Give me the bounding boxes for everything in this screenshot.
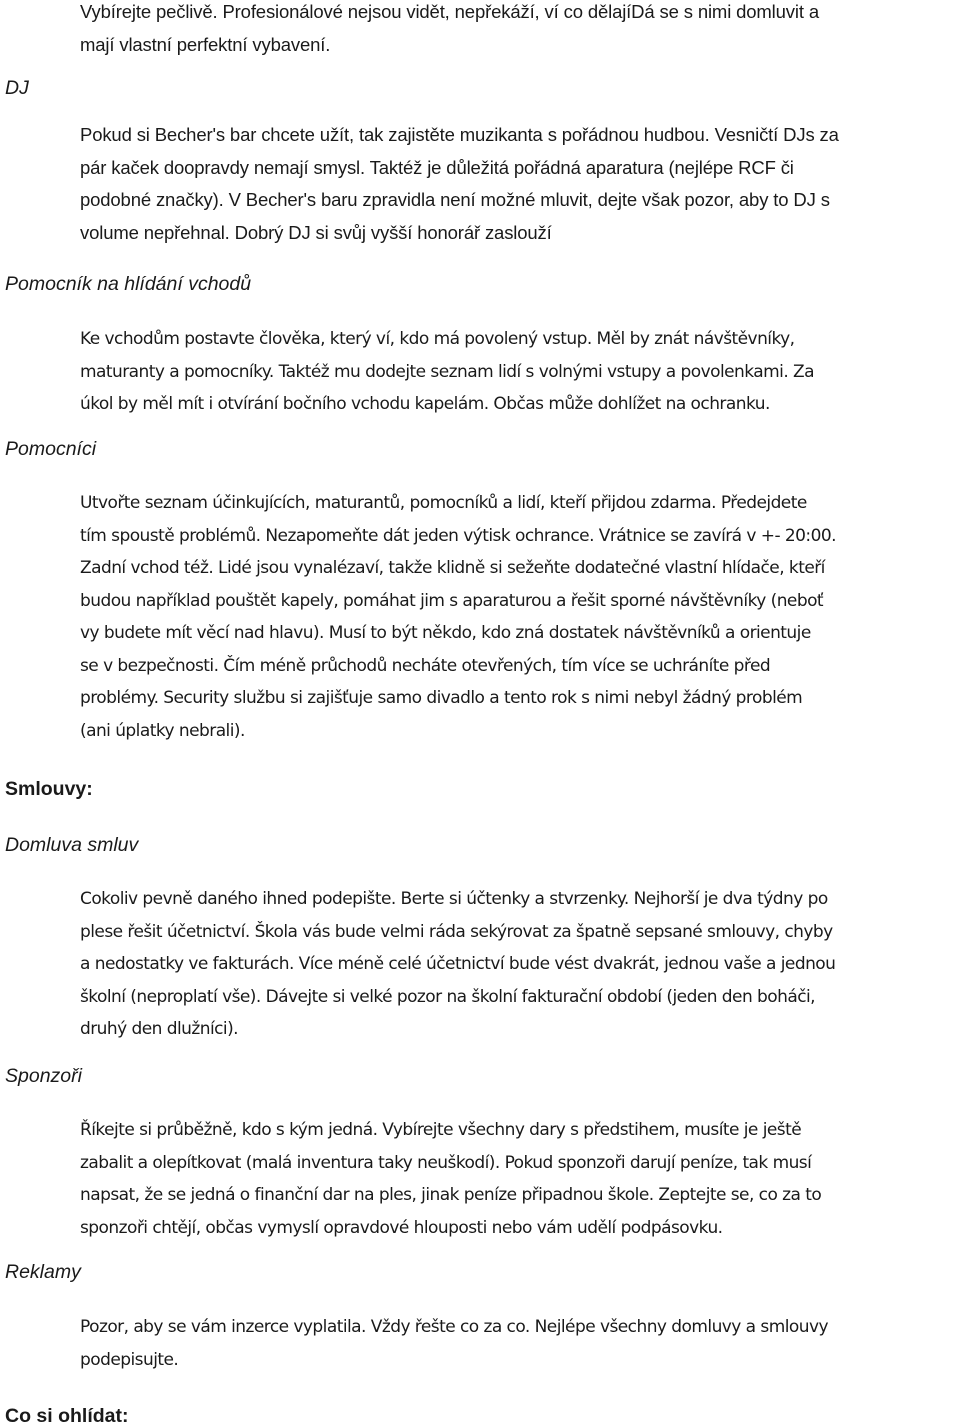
text-line: Pozor, aby se vám inzerce vyplatila. Vždy řešte co za co. Nejlépe všechny domluvy a smlouvy [80,1317,828,1337]
paragraph-door-keeper [80,322,960,420]
heading-contracts: Smlouvy: [5,778,93,800]
paragraph-helpers [80,486,960,746]
text-line: maturanty a pomocníky. Taktéž mu dodejte seznam lidí s volnými vstupy a povolenkami. Za [80,361,814,382]
text-line: budou například pouštět kapely, pomáhat jim s aparaturou a řešit sporné návštěvníky (neboť [80,590,824,611]
text-line: Říkejte si průběžně, kdo s kým jedná. Vybírejte všechny dary s předstihem, musíte je ještě [80,1120,802,1140]
text-line: podobné značky). V Becher's baru zpravidla není možné mluvit, dejte však pozor, aby to DJ s [80,189,830,210]
text-line: druhý den dlužníci). [80,1019,239,1039]
text-line: Pokud si Becher's bar chcete užít, tak zajistěte muzikanta s pořádnou hudbou. Vesničtí DJs za [80,124,839,145]
text-line: se v bezpečnosti. Čím méně průchodů necháte otevřených, tím více se uchráníte před [80,655,771,676]
text-line: a nedostatky ve fakturách. Více méně celé účetnictví bude vést dvakrát, jednou vaše a jednou [80,954,836,974]
text-line: úkol by měl mít i otvírání bočního vchodu kapelám. Občas může dohlížet na ochranku. [80,394,770,414]
text-line: Vybírejte pečlivě. Profesionálové nejsou vidět, nepřekáží, ví co dělajíDá se s nimi domluvit a [80,1,819,22]
paragraph-contracts [80,882,960,1045]
heading-sponsors: Sponzoři [5,1065,82,1087]
paragraph-intro [80,0,960,61]
text-line: podepisujte. [80,1349,179,1370]
text-line: školní (neproplatí vše). Dávejte si velké pozor na školní fakturační období (jeden den boháči, [80,986,816,1007]
heading-watch-out: Co si ohlídat: [5,1405,129,1427]
text-line: problémy. Security službu si zajišťuje samo divadlo a tento rok s nimi nebyl žádný problém [80,688,803,708]
text-line: Zadní vchod též. Lidé jsou vynalézaví, takže klidně si sežeňte dodatečné vlastní hlídače, kteří [80,558,825,578]
text-line: Cokoliv pevně daného ihned podepište. Berte si účtenky a stvrzenky. Nejhorší je dva týdny po [80,889,828,909]
heading-helpers: Pomocníci [5,438,97,460]
text-line: Utvořte seznam účinkujících, maturantů, pomocníků a lidí, kteří přijdou zdarma. Předejdete [80,493,807,513]
heading-ads: Reklamy [5,1261,81,1283]
text-line: zabalit a olepítkovat (malá inventura taky neuškodí). Pokud sponzoři darují peníze, tak musí [80,1152,812,1173]
text-line: sponzoři chtějí, občas vymyslí opravdové hlouposti nebo vám udělí podpásovku. [80,1217,723,1238]
text-line: tím spoustě problémů. Nezapomeňte dát jeden výtisk ochrance. Vrátnice se zavírá v +- 20:00. [80,525,836,546]
text-line: pár kaček doopravdy nemají smysl. Taktéž je důležitá pořádná aparatura (nejlépe RCF či [80,156,794,178]
paragraph-sponsors [80,1113,960,1243]
text-line: volume nepřehnal. Dobrý DJ si svůj vyšší honorář zaslouží [80,221,552,243]
text-line: napsat, že se jedná o finanční dar na ples, jinak peníze připadnou škole. Zeptejte se, co za to [80,1185,822,1205]
paragraph-ads [80,1310,960,1375]
paragraph-dj [80,119,960,249]
heading-dj: DJ [5,77,29,99]
heading-door-keeper: Pomocník na hlídání vchodů [5,273,252,295]
text-line: vy budete mít věcí nad hlavu). Musí to být někdo, kdo zná dostatek návštěvníků a orientuje [80,623,811,643]
text-line: Ke vchodům postavte člověka, který ví, kdo má povolený vstup. Měl by znát návštěvníky, [80,329,795,349]
text-line: (ani úplatky nebrali). [80,720,245,741]
text-line: mají vlastní perfektní vybavení. [80,33,331,55]
heading-contract-agreement: Domluva smluv [5,834,139,856]
text-line: plese řešit účetnictví. Škola vás bude velmi ráda sekýrovat za špatně sepsané smlouvy, chyby [80,921,833,942]
